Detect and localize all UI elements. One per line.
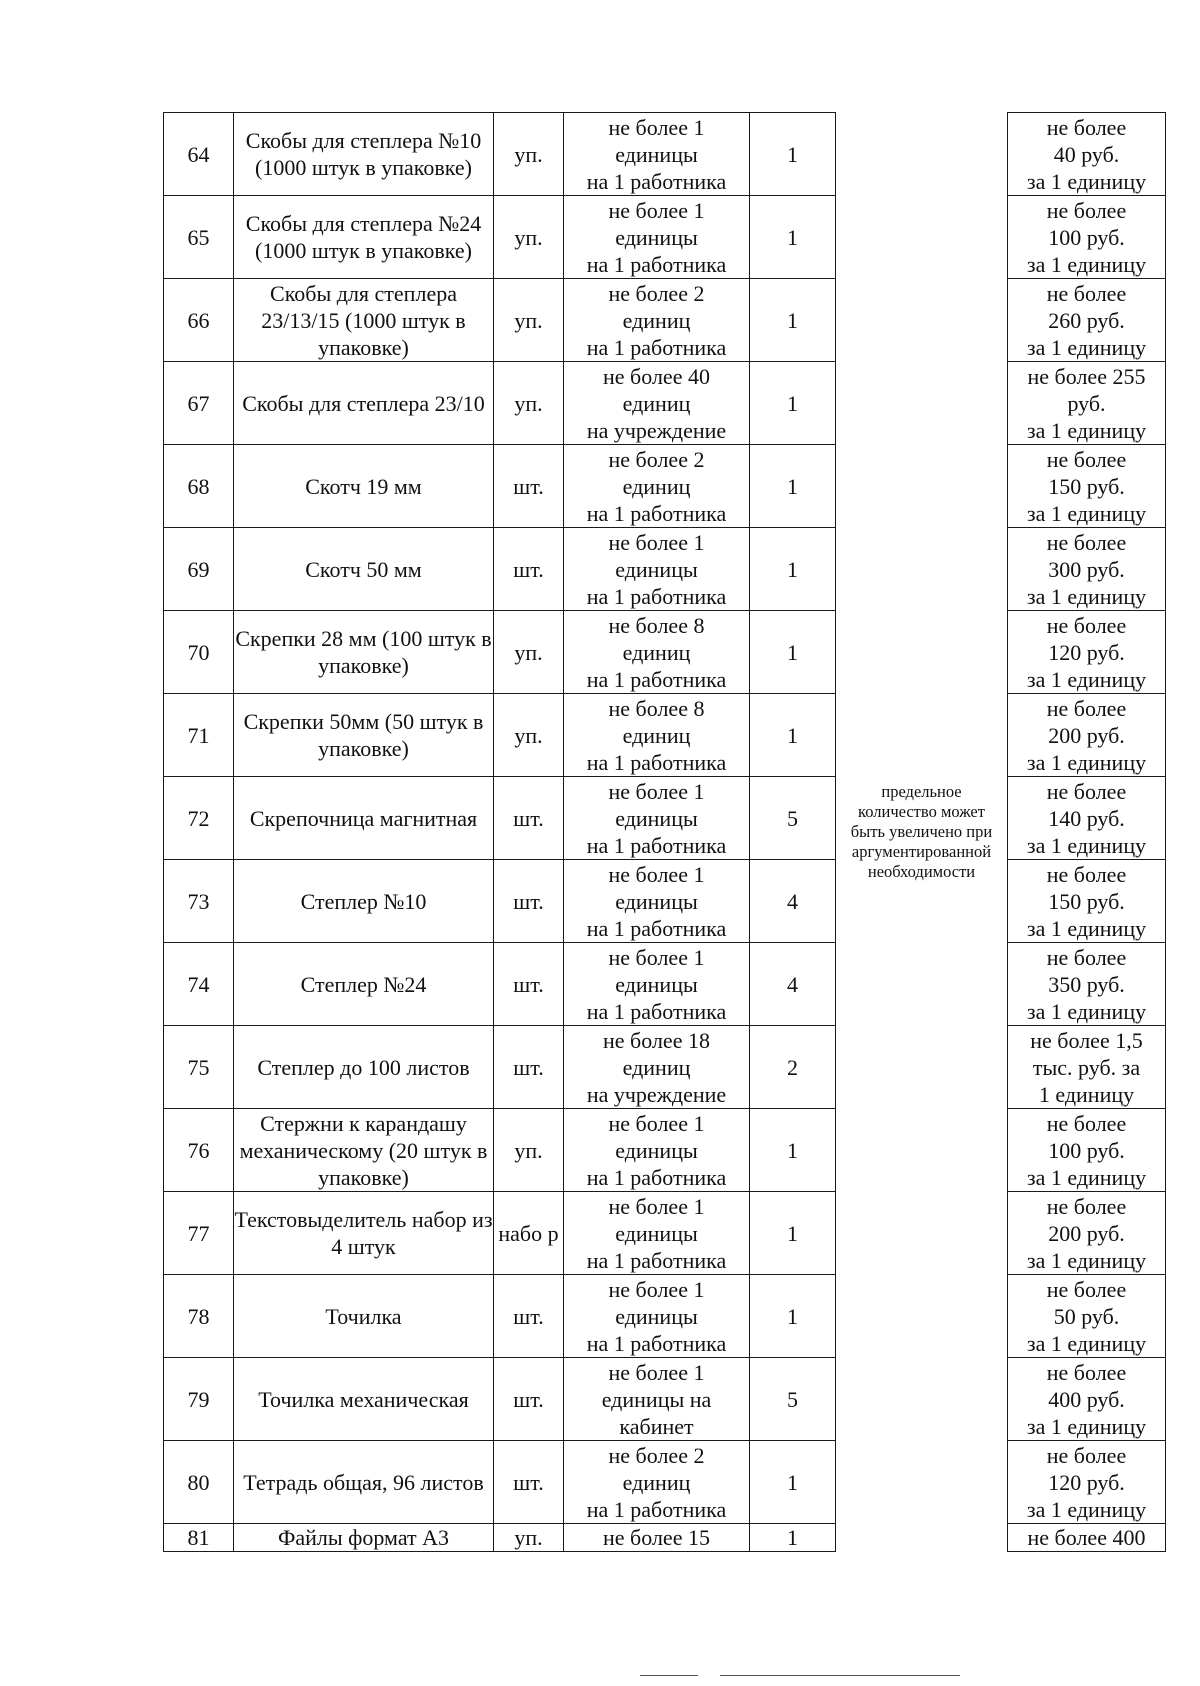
unit: уп. — [494, 196, 564, 279]
row-number: 75 — [164, 1026, 234, 1109]
quantity-norm-line: единицы — [615, 1137, 698, 1163]
unit: шт. — [494, 528, 564, 611]
price-norm — [1008, 1026, 1166, 1109]
service-period: 1 — [750, 196, 836, 279]
quantity-norm-line: на 1 работника — [586, 998, 727, 1024]
quantity-norm — [564, 113, 750, 196]
quantity-norm-line: не более 15 — [603, 1525, 710, 1550]
price-norm-line: 50 руб. — [1053, 1303, 1120, 1329]
service-period: 1 — [750, 611, 836, 694]
quantity-norm-line: единиц — [622, 722, 691, 748]
quantity-norm-line: не более 2 — [608, 1442, 705, 1468]
price-norm-line: 300 руб. — [1048, 556, 1125, 582]
quantity-norm-line: единиц — [622, 390, 691, 416]
table-row — [164, 943, 1166, 1026]
unit: шт. — [494, 777, 564, 860]
price-norm-line: не более — [1046, 114, 1127, 140]
quantity-norm-line: единицы на — [601, 1386, 712, 1412]
price-norm-line: не более — [1046, 1276, 1127, 1302]
service-period: 5 — [750, 1358, 836, 1441]
table-row — [164, 694, 1166, 777]
price-norm-line: не более 400 — [1027, 1525, 1146, 1550]
quantity-norm — [564, 1358, 750, 1441]
unit: уп. — [494, 113, 564, 196]
price-norm-line: за 1 единицу — [1026, 832, 1147, 858]
row-number: 79 — [164, 1358, 234, 1441]
price-norm-line: не более 1,5 — [1030, 1027, 1143, 1053]
price-norm-line: за 1 единицу — [1026, 334, 1147, 360]
norms-table — [163, 112, 1166, 1552]
quantity-norm — [564, 1026, 750, 1109]
table-row — [164, 196, 1166, 279]
price-norm-line: 400 руб. — [1048, 1386, 1125, 1412]
price-norm — [1008, 694, 1166, 777]
table-row — [164, 362, 1166, 445]
quantity-norm-line: единицы — [615, 1303, 698, 1329]
quantity-norm — [564, 1275, 750, 1358]
price-norm-line: за 1 единицу — [1026, 417, 1147, 443]
unit: шт. — [494, 1358, 564, 1441]
table-row — [164, 1192, 1166, 1275]
quantity-norm-line: на 1 работника — [586, 832, 727, 858]
quantity-norm — [564, 196, 750, 279]
quantity-norm — [564, 777, 750, 860]
price-norm — [1008, 1192, 1166, 1275]
price-norm — [1008, 860, 1166, 943]
price-norm — [1008, 1358, 1166, 1441]
table-row — [164, 1524, 1166, 1552]
service-period: 1 — [750, 1524, 836, 1552]
quantity-norm-line: на 1 работника — [586, 583, 727, 609]
price-norm-line: 140 руб. — [1048, 805, 1125, 831]
price-norm — [1008, 113, 1166, 196]
price-norm-line: 200 руб. — [1048, 722, 1125, 748]
row-number: 70 — [164, 611, 234, 694]
unit: уп. — [494, 1524, 564, 1552]
quantity-norm-line: единицы — [615, 224, 698, 250]
quantity-norm — [564, 694, 750, 777]
unit: шт. — [494, 1441, 564, 1524]
service-period: 4 — [750, 860, 836, 943]
price-norm-line: за 1 единицу — [1026, 1330, 1147, 1356]
item-name: Стержни к карандашу механическому (20 штук в упаковке) — [234, 1109, 494, 1192]
quantity-norm-line: единицы — [615, 141, 698, 167]
price-norm-line: не более — [1046, 1442, 1127, 1468]
price-norm-line: 100 руб. — [1048, 224, 1125, 250]
quantity-norm-line: не более 1 — [608, 1110, 705, 1136]
row-number: 80 — [164, 1441, 234, 1524]
quantity-norm-line: единиц — [622, 1054, 691, 1080]
price-norm-line: 120 руб. — [1048, 1469, 1125, 1495]
item-name: Скрепочница магнитная — [234, 777, 494, 860]
price-norm-line: 350 руб. — [1048, 971, 1125, 997]
price-norm-line: руб. — [1067, 390, 1106, 416]
quantity-norm-line: единиц — [622, 473, 691, 499]
price-norm-line: не более — [1046, 695, 1127, 721]
quantity-norm-line: не более 2 — [608, 446, 705, 472]
unit: шт. — [494, 943, 564, 1026]
item-name: Скотч 19 мм — [234, 445, 494, 528]
row-number: 73 — [164, 860, 234, 943]
price-norm-line: за 1 единицу — [1026, 168, 1147, 194]
table-row — [164, 860, 1166, 943]
quantity-norm-line: единицы — [615, 971, 698, 997]
service-period: 1 — [750, 528, 836, 611]
quantity-norm-line: на 1 работника — [586, 1247, 727, 1273]
price-norm-line: не более 255 — [1027, 363, 1146, 389]
quantity-norm-line: единиц — [622, 639, 691, 665]
norms-table-body — [164, 113, 1166, 1552]
quantity-norm-line: не более 1 — [608, 1193, 705, 1219]
item-name: Скрепки 28 мм (100 штук в упаковке) — [234, 611, 494, 694]
item-name: Степлер до 100 листов — [234, 1026, 494, 1109]
service-period: 1 — [750, 362, 836, 445]
price-norm — [1008, 196, 1166, 279]
row-number: 74 — [164, 943, 234, 1026]
row-number: 72 — [164, 777, 234, 860]
price-norm-line: за 1 единицу — [1026, 583, 1147, 609]
quantity-norm — [564, 445, 750, 528]
service-period: 1 — [750, 113, 836, 196]
service-period: 1 — [750, 1275, 836, 1358]
service-period: 5 — [750, 777, 836, 860]
table-row — [164, 445, 1166, 528]
quantity-norm-line: не более 2 — [608, 280, 705, 306]
item-name: Скотч 50 мм — [234, 528, 494, 611]
row-number: 78 — [164, 1275, 234, 1358]
quantity-norm-line: на 1 работника — [586, 1330, 727, 1356]
table-row — [164, 279, 1166, 362]
unit: набо р — [494, 1192, 564, 1275]
row-number: 65 — [164, 196, 234, 279]
price-norm — [1008, 943, 1166, 1026]
service-period: 4 — [750, 943, 836, 1026]
quantity-norm-line: не более 1 — [608, 197, 705, 223]
quantity-norm-line: не более 1 — [608, 529, 705, 555]
service-period: 1 — [750, 1192, 836, 1275]
quantity-norm-line: единицы — [615, 1220, 698, 1246]
quantity-norm-line: на 1 работника — [586, 749, 727, 775]
unit: шт. — [494, 860, 564, 943]
item-name: Степлер №10 — [234, 860, 494, 943]
price-norm-line: не более — [1046, 197, 1127, 223]
price-norm-line: за 1 единицу — [1026, 251, 1147, 277]
price-norm-line: не более — [1046, 944, 1127, 970]
table-row — [164, 777, 1166, 860]
item-name: Точилка механическая — [234, 1358, 494, 1441]
service-period: 2 — [750, 1026, 836, 1109]
item-name: Тетрадь общая, 96 листов — [234, 1441, 494, 1524]
price-norm — [1008, 1441, 1166, 1524]
quantity-norm — [564, 1192, 750, 1275]
price-norm — [1008, 1275, 1166, 1358]
quantity-norm — [564, 1524, 750, 1552]
quantity-norm-line: единицы — [615, 556, 698, 582]
quantity-norm-line: не более 1 — [608, 1359, 705, 1385]
table-row — [164, 1441, 1166, 1524]
row-number: 81 — [164, 1524, 234, 1552]
price-norm-line: тыс. руб. за — [1032, 1054, 1141, 1080]
service-period: 1 — [750, 1441, 836, 1524]
row-number: 76 — [164, 1109, 234, 1192]
table-row — [164, 1275, 1166, 1358]
table-row — [164, 1026, 1166, 1109]
item-name: Точилка — [234, 1275, 494, 1358]
price-norm-line: за 1 единицу — [1026, 500, 1147, 526]
item-name: Степлер №24 — [234, 943, 494, 1026]
quantity-norm-line: на 1 работника — [586, 500, 727, 526]
price-norm — [1008, 1524, 1166, 1552]
price-norm-line: 150 руб. — [1048, 473, 1125, 499]
price-norm-line: не более — [1046, 446, 1127, 472]
price-norm-line: не более — [1046, 778, 1127, 804]
row-number: 66 — [164, 279, 234, 362]
unit: шт. — [494, 445, 564, 528]
quantity-norm-line: на 1 работника — [586, 1164, 727, 1190]
quantity-norm-line: не более 1 — [608, 1276, 705, 1302]
item-name: Скобы для степлера 23/13/15 (1000 штук в упаковке) — [234, 279, 494, 362]
quantity-norm-line: не более 8 — [608, 695, 705, 721]
price-norm-line: не более — [1046, 1110, 1127, 1136]
quantity-norm-line: не более 1 — [608, 861, 705, 887]
quantity-norm-line: на 1 работника — [586, 915, 727, 941]
quantity-norm-line: единиц — [622, 1469, 691, 1495]
price-norm — [1008, 445, 1166, 528]
row-number: 71 — [164, 694, 234, 777]
price-norm-line: 1 единицу — [1038, 1081, 1135, 1107]
item-name: Скобы для степлера №10 (1000 штук в упаковке) — [234, 113, 494, 196]
price-norm-line: за 1 единицу — [1026, 1164, 1147, 1190]
price-norm-line: не более — [1046, 1193, 1127, 1219]
quantity-norm-line: не более 8 — [608, 612, 705, 638]
item-name: Скобы для степлера 23/10 — [234, 362, 494, 445]
quantity-norm-line: не более 40 — [603, 363, 710, 389]
quantity-norm — [564, 362, 750, 445]
unit: уп. — [494, 1109, 564, 1192]
item-name: Текстовыделитель набор из 4 штук — [234, 1192, 494, 1275]
quantity-norm-line: на учреждение — [586, 1081, 727, 1107]
price-norm — [1008, 611, 1166, 694]
quantity-norm-line: не более 1 — [608, 778, 705, 804]
quantity-norm-line: на 1 работника — [586, 334, 727, 360]
price-norm — [1008, 362, 1166, 445]
price-norm-line: за 1 единицу — [1026, 915, 1147, 941]
table-row — [164, 528, 1166, 611]
quantity-norm-line: не более 1 — [608, 114, 705, 140]
note-text: предельное количество может быть увеличено при аргументированной необходимости — [850, 782, 993, 881]
quantity-norm-line: единицы — [615, 888, 698, 914]
price-norm — [1008, 1109, 1166, 1192]
footer-line — [640, 1675, 698, 1676]
quantity-norm — [564, 1109, 750, 1192]
price-norm-line: 40 руб. — [1053, 141, 1120, 167]
item-name: Файлы формат А3 — [234, 1524, 494, 1552]
unit: шт. — [494, 1275, 564, 1358]
unit: уп. — [494, 279, 564, 362]
price-norm-line: 260 руб. — [1048, 307, 1125, 333]
quantity-norm-line: не более 1 — [608, 944, 705, 970]
service-period: 1 — [750, 694, 836, 777]
item-name: Скрепки 50мм (50 штук в упаковке) — [234, 694, 494, 777]
quantity-norm — [564, 528, 750, 611]
table-row — [164, 611, 1166, 694]
quantity-norm — [564, 611, 750, 694]
price-norm-line: не более — [1046, 612, 1127, 638]
table-row — [164, 1358, 1166, 1441]
quantity-norm-line: на 1 работника — [586, 168, 727, 194]
price-norm — [1008, 528, 1166, 611]
quantity-norm-line: не более 18 — [603, 1027, 710, 1053]
quantity-norm-line: кабинет — [619, 1413, 694, 1439]
price-norm-line: не более — [1046, 1359, 1127, 1385]
price-norm-line: за 1 единицу — [1026, 998, 1147, 1024]
price-norm-line: за 1 единицу — [1026, 1413, 1147, 1439]
price-norm-line: не более — [1046, 861, 1127, 887]
quantity-norm-line: на 1 работника — [586, 1496, 727, 1522]
unit: уп. — [494, 362, 564, 445]
price-norm-line: 120 руб. — [1048, 639, 1125, 665]
service-period: 1 — [750, 445, 836, 528]
price-norm — [1008, 279, 1166, 362]
quantity-norm-line: на учреждение — [586, 417, 727, 443]
price-norm-line: 100 руб. — [1048, 1137, 1125, 1163]
row-number: 69 — [164, 528, 234, 611]
footer-line — [720, 1675, 960, 1676]
table-row — [164, 113, 1166, 196]
note-cell — [836, 113, 1008, 1552]
quantity-norm — [564, 279, 750, 362]
price-norm-line: 150 руб. — [1048, 888, 1125, 914]
quantity-norm — [564, 860, 750, 943]
price-norm-line: за 1 единицу — [1026, 666, 1147, 692]
quantity-norm-line: единиц — [622, 307, 691, 333]
row-number: 68 — [164, 445, 234, 528]
unit: уп. — [494, 694, 564, 777]
unit: шт. — [494, 1026, 564, 1109]
price-norm-line: за 1 единицу — [1026, 1247, 1147, 1273]
quantity-norm-line: на 1 работника — [586, 666, 727, 692]
service-period: 1 — [750, 279, 836, 362]
row-number: 67 — [164, 362, 234, 445]
quantity-norm — [564, 943, 750, 1026]
price-norm-line: не более — [1046, 529, 1127, 555]
price-norm-line: за 1 единицу — [1026, 749, 1147, 775]
row-number: 64 — [164, 113, 234, 196]
service-period: 1 — [750, 1109, 836, 1192]
quantity-norm — [564, 1441, 750, 1524]
quantity-norm-line: на 1 работника — [586, 251, 727, 277]
price-norm-line: за 1 единицу — [1026, 1496, 1147, 1522]
quantity-norm-line: единицы — [615, 805, 698, 831]
item-name: Скобы для степлера №24 (1000 штук в упаковке) — [234, 196, 494, 279]
unit: уп. — [494, 611, 564, 694]
row-number: 77 — [164, 1192, 234, 1275]
price-norm — [1008, 777, 1166, 860]
price-norm-line: 200 руб. — [1048, 1220, 1125, 1246]
price-norm-line: не более — [1046, 280, 1127, 306]
table-row — [164, 1109, 1166, 1192]
